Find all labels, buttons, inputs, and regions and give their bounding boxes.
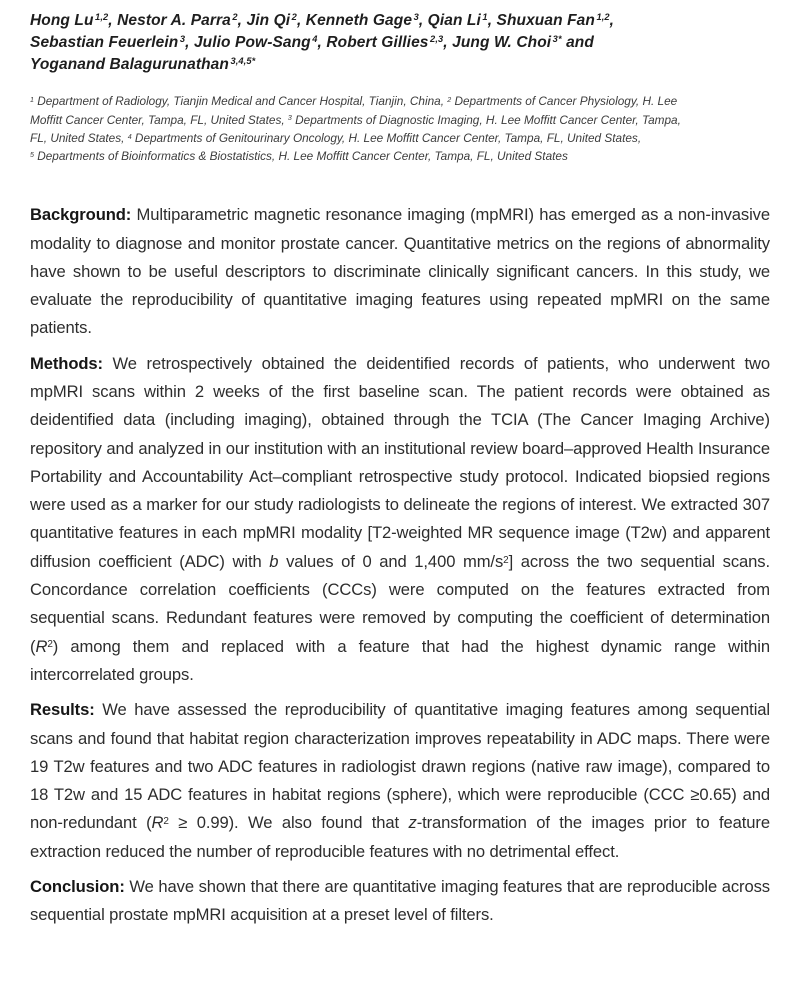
affiliation-list: $^1$ Department of Radiology, Tianjin Medical and Cancer Hospital, Tianjin, China, $^2$ Departments of Cancer Physiology, H. Lee Moffitt Cancer Center, Tampa, FL, United States, $^3$ Departments of Diagnostic Imaging, H. Lee Moffitt Cancer Center, Tampa, FL, United States, $^4$ Departments of Genitourinary Oncology, H. Lee Moffitt Cancer Center, Tampa, FL, United States, $^5$ Departments of Bioinformatics & Biostatistics, H. Lee Moffitt Cancer Center, Tampa, FL, United States (30, 94, 681, 163)
results-paragraph: Results: We have assessed the reproducibility of quantitative imaging features among sequential scans and found that habitat region characterization improves repeatability in ADC maps. There were 19 T2w features and two ADC features in radiologist drawn regions (native raw image), compared to 18 T2w and 15 ADC features in habitat regions (sphere), which were reproducible (CCC ≥0.65) and non-redundant $(R^2 \ge 0.99)$. We also found that z-transformation of the images prior to feature extraction reduced the number of reproducible features with no detrimental effect. (30, 700, 770, 861)
author-list: Hong Lu $^{1,2}$, Nestor A. Parra $^2$, Jin Qi $^2$, Kenneth Gage $^3$, Qian Li $^1$, Shuxuan Fan $^{1,2}$, Sebastian Feuerlein $^3$, Julio Pow-Sang $^4$, Robert Gillies $^{2,3}$, Jung W. Choi $^{3*}$ and Yoganand Balagurunathan $^{3,4,5*}$ (30, 12, 615, 73)
conclusion-paragraph: Conclusion: We have shown that there are quantitative imaging features that are reproducible across sequential prostate mpMRI acquisition at a preset level of filters. (30, 877, 771, 925)
abstract-body (30, 201, 770, 929)
background-paragraph: Background: Multiparametric magnetic resonance imaging (mpMRI) has emerged as a non-invasive modality to diagnose and monitor prostate cancer. Quantitative metrics on the regions of abnormality have shown to be useful descriptors to discriminate clinically significant cancers. In this study, we evaluate the reproducibility of quantitative imaging features using repeated mpMRI on the same patients. (30, 205, 771, 338)
methods-paragraph: Methods: We retrospectively obtained the deidentified records of patients, who underwent two mpMRI scans within 2 weeks of the first baseline scan. The patient records were obtained as deidentified data (including imaging), obtained through the TCIA (The Cancer Imaging Archive) repository and analyzed in our institution with an institutional review board–approved Health Insurance Portability and Accountability Act–compliant retrospective study protocol. Indicated biopsied regions were used as a marker for our study radiologists to delineate the regions of interest. We extracted 307 quantitative features in each mpMRI modality [T2-weighted MR sequence image (T2w) and apparent diffusion coefficient (ADC) with b values of 0 and 1,400 $mm/s^2$] across the two sequential scans. Concordance correlation coefficients (CCCs) were computed on the features extracted from sequential scans. Redundant features were removed by computing the coefficient of determination $(R^2)$ among them and replaced with a feature that had the highest dynamic range within intercorrelated groups. (30, 353, 771, 684)
